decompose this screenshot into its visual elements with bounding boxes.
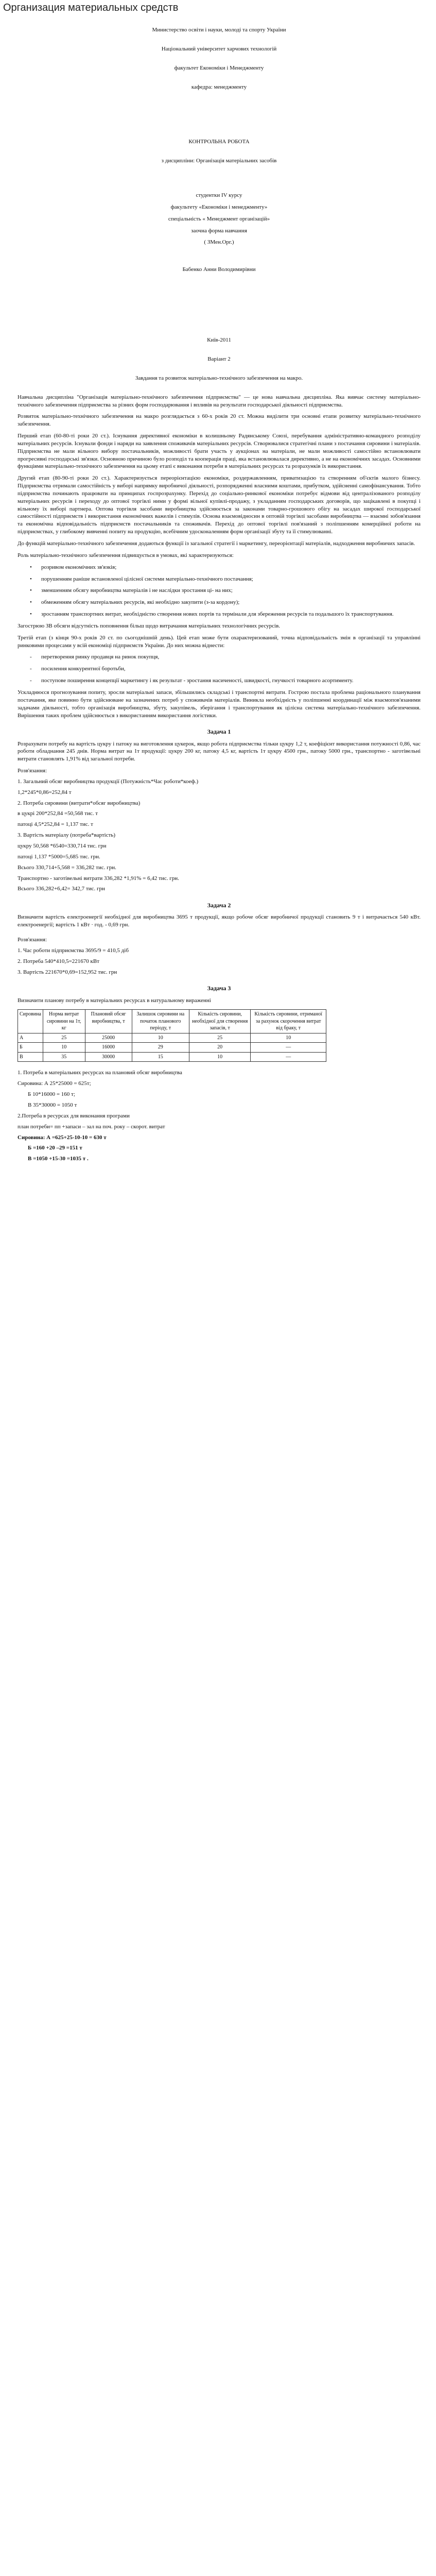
column-header: Норма витрат сировини на 1т, кг [43,1010,85,1033]
task-subheading: Визначити планову потребу в матеріальних ресурсах в натуральному вираженні [18,997,211,1004]
work-type: КОНТРОЛЬНА РОБОТА [188,139,250,145]
solution-step: 2. Потреба сировини (витрати*обсяг виробництва) [18,800,141,806]
list-item: • зменшенням обсягу виробництва матеріалів і не наслідки зростання ці- на них; [30,587,233,594]
solution-label: Розв'язання: [18,937,47,943]
task-text: Визначити вартість електроенергії необхідної для виробництва 3695 т продукції, якщо робоче обсяг виробничої продукції становить 9 т і витрачається 540 кВт. електроенергії; вартість 1 кВт · год. - 0,69 грн. [18,914,421,928]
list-item: - посилення конкурентної боротьби, [30,666,126,672]
table-cell: 10 [43,1043,85,1053]
table-cell: 25000 [85,1033,132,1043]
solution-step: Сировина: А 25*25000 = 625т; [18,1080,91,1087]
department-line: кафедра: менеджменту [191,83,247,90]
table-cell: Б [18,1043,43,1053]
table-cell: — [251,1043,326,1053]
task-3 [18,984,421,1163]
table-cell: 29 [132,1043,189,1053]
bullet-icon: • [30,564,32,570]
list-item: • порушенням раніше встановленої цілісної системи матеріально-технічного постачання; [30,575,253,582]
bullet-icon: • [30,575,32,582]
table-cell: 25 [43,1033,85,1043]
dash-icon: - [30,677,32,684]
column-header: Кількість сировини, необхідної для створення запасів, т [189,1010,251,1033]
paragraph: Перший етап (60-80-ті роки 20 ст.). Існування директивної економіки в колишньому Радянському Союзі, перебування адміністративно-командного розподілу матеріальних ресурсів. Існували фонди і наряди на заявлення споживачів матеріальних ресурсів. Створювалися стратегічні плани з постачання сировини і матеріалів. Підприємства не мали вільного вибору постачальників, можливості брати участь у аукціонах на матеріали, не мали можливості самостійно встановлювати прогресивні господарські зв'язки. Основною причиною було розподіл та кооперація праці, яка встановлювалася директивно, а не на економічних засадах. Основними функціями матеріально-технічного забезпечення на цьому етапі є виконання потреби в матеріальних ресурсах та розрахунків їх використання. [18,433,421,470]
table-row [18,1043,326,1053]
bullet-icon: • [30,611,32,618]
paragraph: Ускладнюєся прогнозування попиту, зросли матеріальні запаси, збільшились складські і транспортні витрати. Гострою постала проблема раціонального планування постачання, яке повинно бути здійснюване на зазначених потреб у споживачів матеріалів. Виникла необхідність у поліпшенні координації між взаємопов'язаними задачами діяльності, тобто організація виробництва, збуту, закупівель, зберігання і транспортування як цілісна система матеріально-технічного забезпечення. Вирішення таких проблем здійснюється з використанням використання логістики. [18,689,421,719]
solution-label: Розв'язання: [18,768,47,774]
result-line: В =1050 +15-30 =1035 т . [28,1156,89,1162]
table-cell: В [18,1052,43,1062]
solution-step: патоці 4,5*252,84 = 1,137 тис. т [18,821,93,828]
student-name: Бабенко Анни Володимирівни [182,266,256,273]
faculty-line: факультет Економіки і Менеджменту [174,64,264,71]
table-cell: 35 [43,1052,85,1062]
group-code: ( ЗМен.Орг.) [204,239,234,246]
student-faculty: факультету «Економіки і менеджменту» [170,204,268,210]
column-header: Залишок сировини на початок планового періоду, т [132,1010,189,1033]
dash-icon: - [30,654,32,660]
solution-step: 2. Потреба 540*410,5=221670 кВт [18,958,100,964]
solution-step: Всього 330,714+5,568 = 336,282 тис. грн. [18,864,116,871]
task-text: Розрахувати потребу на вартість цукру і патоку на виготовлення цукерок, якщо робота підприємства тільки цукру 1,2 т, коефіцієнт використання потужності 0,86, час роботи обладнання 245 днів. Норма витрат на 1т продукції: цукру 200 кг, патоку 4,5 кг, вартість 1т цукру 4500 грн., патоку 5000 грн., транспортно - заготівельні витрати становлять 1,91% від загальної потреби. [18,740,421,762]
city-year: Київ-2011 [207,337,231,344]
list-item: - поступове поширення концепції маркетингу і як результат - зростання насиченості, швидкості, гнучкості товарного асортименту. [30,677,354,684]
table-cell: А [18,1033,43,1043]
column-header: Плановий обсяг виробництва, т [85,1010,132,1033]
discipline-line: з дисципліни: Організація матеріальних засобів [161,158,277,164]
column-header: Сировина [18,1010,43,1033]
solution-step: 1,2*245*0,86=252,84 т [18,789,72,795]
paragraph: Роль матеріально-технічного забезпечення підвищується в умовах, які характеризуються: [18,552,234,558]
table-row [18,1033,326,1043]
table-row [18,1052,326,1062]
document-page [0,16,436,1163]
task-2 [18,901,421,976]
solution-step: Транспортно - заготівельні витрати 336,282 *1,91% = 6,42 тис. грн. [18,875,179,882]
table-cell: 16000 [85,1043,132,1053]
solution-step: цукру 50,568 *6540=330,714 тис. грн [18,842,107,849]
task-heading: Задача 1 [207,728,231,736]
solution-step: патоці 1,137 *5000=5,685 тис. грн. [18,853,100,860]
paragraph: Розвиток матеріально-технічного забезпечення на макро розглядається з 60-х років 20 ст. Можна виділити три основні етапи розвитку матеріально-технічного забезпечення. [18,413,421,428]
variant-line: Варіант 2 [207,355,231,362]
paragraph: Загострюю ЗВ обсяги відсутність поповнення більш щодо витрачання матеріальних технологічних ресурсів. [18,622,281,629]
paragraph: До функцій матеріально-технічного забезпечення додаються функції із загальної стратегії і маркетингу, переорієнтації матеріалів, надходження виробничих запасів. [18,540,415,547]
list-item: • обмеженням обсягу матеріальних ресурсів, які необхідно закупити (з-за кордону); [30,599,240,606]
solution-step: Б 10*16000 = 160 т; [28,1091,75,1098]
topic-line: Завдання та розвиток матеріально-технічного забезпечення на макро. [135,375,303,381]
table-cell: 10 [189,1052,251,1062]
bullet-icon: • [30,587,32,594]
dash-icon: - [30,666,32,672]
list-item: • зростанням транспортних витрат, необхідністю створення нових портів та термінали для збереження ресурсів та подальшого їх транспортування. [30,611,394,618]
solution-step: Всього 336,282+6,42= 342,7 тис. грн [18,886,105,892]
table-cell: 10 [251,1033,326,1043]
solution-step: 1. Потреба в матеріальних ресурсах на плановий обсяг виробництва [18,1070,182,1076]
table-cell: 15 [132,1052,189,1062]
table-cell: 10 [132,1033,189,1043]
list-item: • розривом економічних зв'язків; [30,564,117,570]
solution-step: 1. Час роботи підприємства 3695/9 = 410,5 діб [18,947,129,954]
conditions-list [18,564,421,618]
cover-block [18,16,421,382]
result-line: Б =160 +20 –29 =151 т [28,1145,82,1151]
resources-table [18,1009,326,1062]
stage-three-list [18,653,421,685]
task-heading: Задача 2 [207,902,231,909]
table-cell: 30000 [85,1052,132,1062]
solution-step: 1. Загальний обсяг виробництва продукції (Потужність*Час роботи*коеф.) [18,778,199,785]
task-heading: Задача 3 [207,985,231,992]
paragraph: Третій етап (з кінця 90-х років 20 ст. по сьогоднішній день). Цей етап може бути охарактеризований, точна відповідальність змін в організації та управлінні ринковими процесами у всій економіці підприємств України. До них можна віднести: [18,634,421,649]
solution-step: В 35*30000 = 1050 т [28,1102,77,1108]
student-specialty: спеціальність « Менеджмент організацій» [168,215,270,222]
column-header: Кількість сировини, отриманої за рахунок скорочення витрат від браку, т [251,1010,326,1033]
solution-step: 3. Вартість матеріалу (потреба*вартість) [18,832,116,839]
solution-step: план потреби= пп +запаси – зал на поч. року – скорот. витрат [18,1123,165,1130]
document-title: Организация материальных средств [3,2,179,13]
student-course: студентки IV курсу [196,192,242,199]
university-line: Національний університет харчових технологій [161,45,277,52]
main-text [18,394,421,720]
result-line: Сировина: А =625+25-10-10 = 630 т [18,1134,107,1141]
table-cell: — [251,1052,326,1062]
solution-step: в цукрі 200*252,84 =50,568 тис. т [18,810,98,817]
bullet-icon: • [30,599,32,606]
table-cell: 20 [189,1043,251,1053]
ministry-line: Министерство освіти і науки, молоді та спорту України [152,27,286,33]
table-header-row [18,1010,326,1033]
list-item: - перетворення ринку продавця на ринок покупця, [30,654,160,660]
task-1 [18,727,421,893]
table-cell: 25 [189,1033,251,1043]
solution-step: 2.Потреба в ресурсах для виконання програми [18,1112,130,1119]
paragraph: Навчальна дисципліна "Організація матеріально-технічного забезпечення підприємства" — це нова навчальна дисципліна. Яка вивчає систему матеріально-технічного забезпечення підприємства за різних форм господарювання і впливів на результати господарської діяльності підприємства. [18,394,421,408]
solution-step: 3. Вартість 221670*0,69=152,952 тис. грн [18,969,117,975]
paragraph: Другий етап (80-90-ті роки 20 ст.). Характеризується переорієнтацією економіки, роздержавленням, приватизацією та створенням об'єктів малого бізнесу. Підприємства отримали самостійність у виборі напрямку виробничої діяльності, розпорядженні власними коштами, прибутком, здійсненні самофінансування. Тобто підприємства починають працювати на принципах госпрозрахунку. Перехід до соціально-ринкової економіки потребує відмови від централізованого розподілу матеріальних ресурсів і переходу до оптової торгівлі ними у формі вільної купівлі-продажу, з укладанням господарських договорів, що зацікавлені в покупці і вільному їх виборі партнера. Оптова торгівля засобами виробництва здійснюється за законами товарно-грошового обігу на засадах широкої господарської самостійності підприємств і використання економічних важелів і стимулів. Основа взаємовідносин в оптовій торгівлі засобами виробництва — взаємні зобов'язання та економічна відповідальність підприємств постачальників та споживачів. Перехід до оптової торгівлі пов'язаний з поліпшенням комерційної роботи на підприємствах, у глибокому вивченні попиту на продукцію, всебічним удосконаленням форм організації збуту та її стимулюванні. [18,475,421,535]
study-form: заочна форма навчання [191,227,247,234]
